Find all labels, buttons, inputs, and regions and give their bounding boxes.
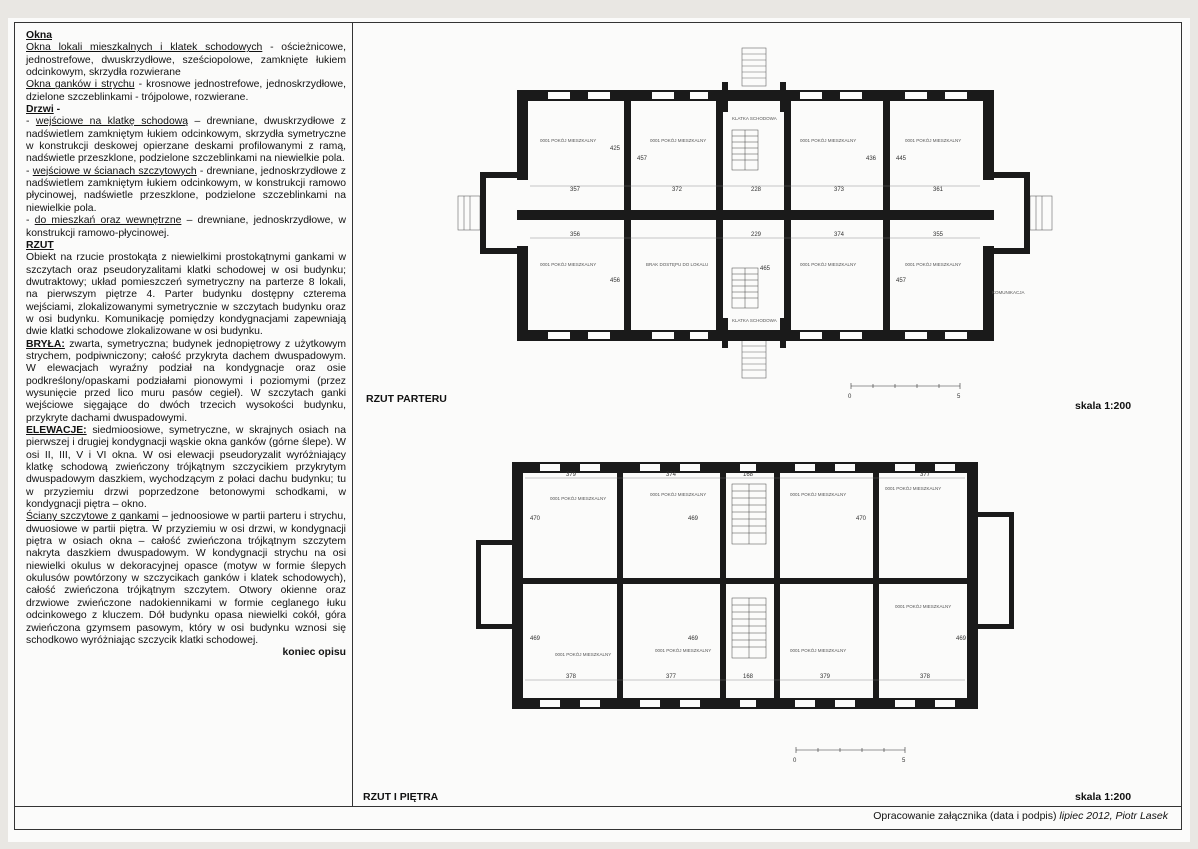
gdim-t3: 228 xyxy=(751,187,762,193)
okna-lokali-paragraph: Okna lokali mieszkalnych i klatek schodowych - ościeżnicowe, jednostrefowe, dwuskrzydłowe, sześciopolowe, zamknięte łukiem odcinkowym, skrzydła rozwierane xyxy=(26,42,346,79)
fdim-v4: 469 xyxy=(530,636,541,642)
gdim-t4: 373 xyxy=(834,187,845,193)
footer-signature: lipiec 2012, Piotr Lasek xyxy=(1059,810,1168,822)
ground-plan-title: RZUT PARTERU xyxy=(366,393,447,405)
groom-5: 0001 POKÓJ MIESZKALNY xyxy=(905,138,962,143)
groom-no-access: BRAK DOSTĘPU DO LOKALU xyxy=(646,262,709,267)
first-dimension-labels xyxy=(530,472,967,680)
fdim-v1: 470 xyxy=(530,516,541,522)
gdim-m4: 374 xyxy=(834,232,845,238)
footer xyxy=(873,810,1168,822)
ground-scale-0: 0 xyxy=(848,394,852,400)
groom-10: KOMUNIKACJA xyxy=(992,290,1025,295)
first-scale-0: 0 xyxy=(793,758,797,764)
ground-scale-5: 5 xyxy=(957,394,961,400)
first-scale-bar xyxy=(793,747,906,764)
okna-gankow-paragraph: Okna ganków i strychu - krosnowe jednostrefowe, jednoskrzydłowe, dzielone szczeblinkami - trójpolowe, rozwierane. xyxy=(26,79,346,103)
gdim-v7: 457 xyxy=(896,278,907,284)
first-room-labels xyxy=(550,485,951,657)
first-stairs xyxy=(732,484,766,658)
gdim-v6: 465 xyxy=(760,266,771,272)
fdim-v6: 469 xyxy=(956,636,967,642)
rzut-paragraph: Obiekt na rzucie prostokąta z niewielkimi prostokątnymi gankami w szczytach oraz pseudoryzalitami klatki schodowej w osi budynku; dwutraktowy; układ pomieszczeń symetryczny na parterze 8 lokali, na pierwszym piętrze 4. Parter budynku dostępny czterema wejściami, zlokalizowanymi symetrycznie w szczytach budynku oraz w osi budynku. Komunikację pomiędzy kondygnacjami zapewniają dwie klatki schodowe zlokalizowane w osi budynku. xyxy=(26,252,346,338)
gdim-v1: 425 xyxy=(610,146,621,152)
fdim-t2: 374 xyxy=(666,472,677,478)
gdim-t5: 361 xyxy=(933,187,944,193)
groom-7: 0001 POKÓJ MIESZKALNY xyxy=(800,262,857,267)
froom-5: 0001 POKÓJ MIESZKALNY xyxy=(555,652,612,657)
drzwi-szczyt-paragraph: - wejściowe w ścianach szczytowych - drewniane, jednoskrzydłowe z nadświetlem zamkniętym łukiem odcinkowym, w konstrukcji ramowo płycinowej, nadświetle przeszklone, podzielone szczeblinkami na niewielkie pola. xyxy=(26,165,346,214)
fdim-v5: 469 xyxy=(688,636,699,642)
groom-6: 0001 POKÓJ MIESZKALNY xyxy=(540,262,597,267)
elewacje-paragraph: ELEWACJE: siedmioosiowe, symetryczne, w skrajnych osiach na pierwszej i drugiej kondygnacji wąskie okna ganków (górne ślepe). W osi II, III, V i VI okna. W osi elewacji pseudoryzalit wyróżniający klatkę schodową zwieńczony trójkątnym szczycikiem przykrytym dwuspadowym daszkiem, wychodzącym z połaci dachu budynku; tu w przyziemiu drzwi poprzedzone betonowymi schodkami, w kondygnacji piętra – okno. xyxy=(26,425,346,511)
fdim-v2: 469 xyxy=(688,516,699,522)
gdim-m1: 356 xyxy=(570,232,581,238)
froom-8: 0001 POKÓJ MIESZKALNY xyxy=(895,604,952,609)
fdim-t5: 377 xyxy=(920,472,931,478)
first-plan-scale: skala 1:200 xyxy=(1075,791,1132,803)
rzut-heading: RZUT xyxy=(26,239,54,251)
fdim-v3: 470 xyxy=(856,516,867,522)
fdim-b5: 378 xyxy=(920,674,931,680)
froom-3: 0001 POKÓJ MIESZKALNY xyxy=(790,492,847,497)
groom-9: KLATKA SCHODOWA xyxy=(732,318,777,323)
first-scale-5: 5 xyxy=(902,758,906,764)
drzwi-heading: Drzwi - xyxy=(26,104,61,116)
groom-2: 0001 POKÓJ MIESZKALNY xyxy=(650,138,707,143)
groom-3: KLATKA SCHODOWA xyxy=(732,116,777,121)
froom-6: 0001 POKÓJ MIESZKALNY xyxy=(655,648,712,653)
fdim-b4: 379 xyxy=(820,674,831,680)
ground-bottom-entry-steps xyxy=(742,340,766,378)
froom-1: 0001 POKÓJ MIESZKALNY xyxy=(550,496,607,501)
fdim-b2: 377 xyxy=(666,674,677,680)
gdim-v5: 456 xyxy=(610,278,621,284)
gdim-t1: 357 xyxy=(570,187,581,193)
groom-1: 0001 POKÓJ MIESZKALNY xyxy=(540,138,597,143)
gdim-t2: 372 xyxy=(672,187,683,193)
gdim-v4: 445 xyxy=(896,156,907,162)
okna-heading: Okna xyxy=(26,30,52,41)
froom-4: 0001 POKÓJ MIESZKALNY xyxy=(885,486,942,491)
groom-4: 0001 POKÓJ MIESZKALNY xyxy=(800,138,857,143)
drzwi-mieszkan-paragraph: - do mieszkań oraz wewnętrzne – drewniane, jednoskrzydłowe, w konstrukcji ramowo-płycinowej. xyxy=(26,215,346,239)
ground-scale-bar xyxy=(848,383,961,400)
gdim-v3: 436 xyxy=(866,156,877,162)
gdim-m5: 355 xyxy=(933,232,944,238)
ground-top-entry-steps xyxy=(742,48,766,86)
fdim-t1: 379 xyxy=(566,472,577,478)
fdim-b1: 378 xyxy=(566,674,577,680)
gdim-v2: 457 xyxy=(637,156,648,162)
ground-plan-scale: skala 1:200 xyxy=(1075,400,1132,412)
groom-8: 0001 POKÓJ MIESZKALNY xyxy=(905,262,962,267)
ground-floor-plan xyxy=(458,48,1052,400)
first-floor-plan xyxy=(476,462,1014,764)
footer-label: Opracowanie załącznika (data i podpis) xyxy=(873,810,1060,822)
froom-7: 0001 POKÓJ MIESZKALNY xyxy=(790,648,847,653)
bryla-paragraph: BRYŁA: zwarta, symetryczna; budynek jednopiętrowy z użytkowym strychem, podpiwniczony; całość przykryta dachem dwuspadowym. W elewacjach wyraźny podział na kondygnacje oraz osie podkreślony/opaskami podziałami pionowymi i poziomymi (przez wysunięcie przed lico muru pasów cegieł). W szczytach ganki wejściowe sięgające do dwóch trzecich wysokości budynku, przykryte dachami dwuspadowymi. xyxy=(26,338,346,424)
sciany-paragraph: Ściany szczytowe z gankami – jednoosiowe w partii parteru i strychu, dwuosiowe w partii piętra. W przyziemiu w osi drzwi, w kondygnacji piętra w osiach okna – całość zwieńczona trójkątnym szczytem nakryta daszkiem dwuspadowym. W kondygnacji strychu na osi niewielki okulus w dekoracyjnej opasce (motyw w formie ślepych okulusów powtórzony w szczycikach ganków i klatek schodowych), całość zwieńczona trójkątnym szczytem. Otwory okienne oraz drzwiowe zwieńczone nadokiennikami w formie ceglanego łuku odcinkowego z kluczem. Dół budynku opasa niewielki cokół, góra zwieńczona gzymsem pasowym, który w osi budynku wznosi się schodkowo wyróżniając szczycik klatki schodowej. xyxy=(26,511,346,646)
fdim-t3: 168 xyxy=(743,472,754,478)
gdim-m3: 229 xyxy=(751,232,762,238)
end-of-description: koniec opisu xyxy=(282,647,346,659)
fdim-b3: 168 xyxy=(743,674,754,680)
first-plan-title: RZUT I PIĘTRA xyxy=(363,791,439,803)
drzwi-klatka-paragraph: - wejściowe na klatkę schodową – drewniane, dwuskrzydłowe z nadświetlem zamkniętym łukiem odcinkowym, skrzydła symetryczne w konstrukcji deskowej opierzane deskami profilowanymi z ramą, nadświetle przeszklone, podzielone szczeblinkami na niewielkie pola. xyxy=(26,116,346,165)
froom-2: 0001 POKÓJ MIESZKALNY xyxy=(650,492,707,497)
